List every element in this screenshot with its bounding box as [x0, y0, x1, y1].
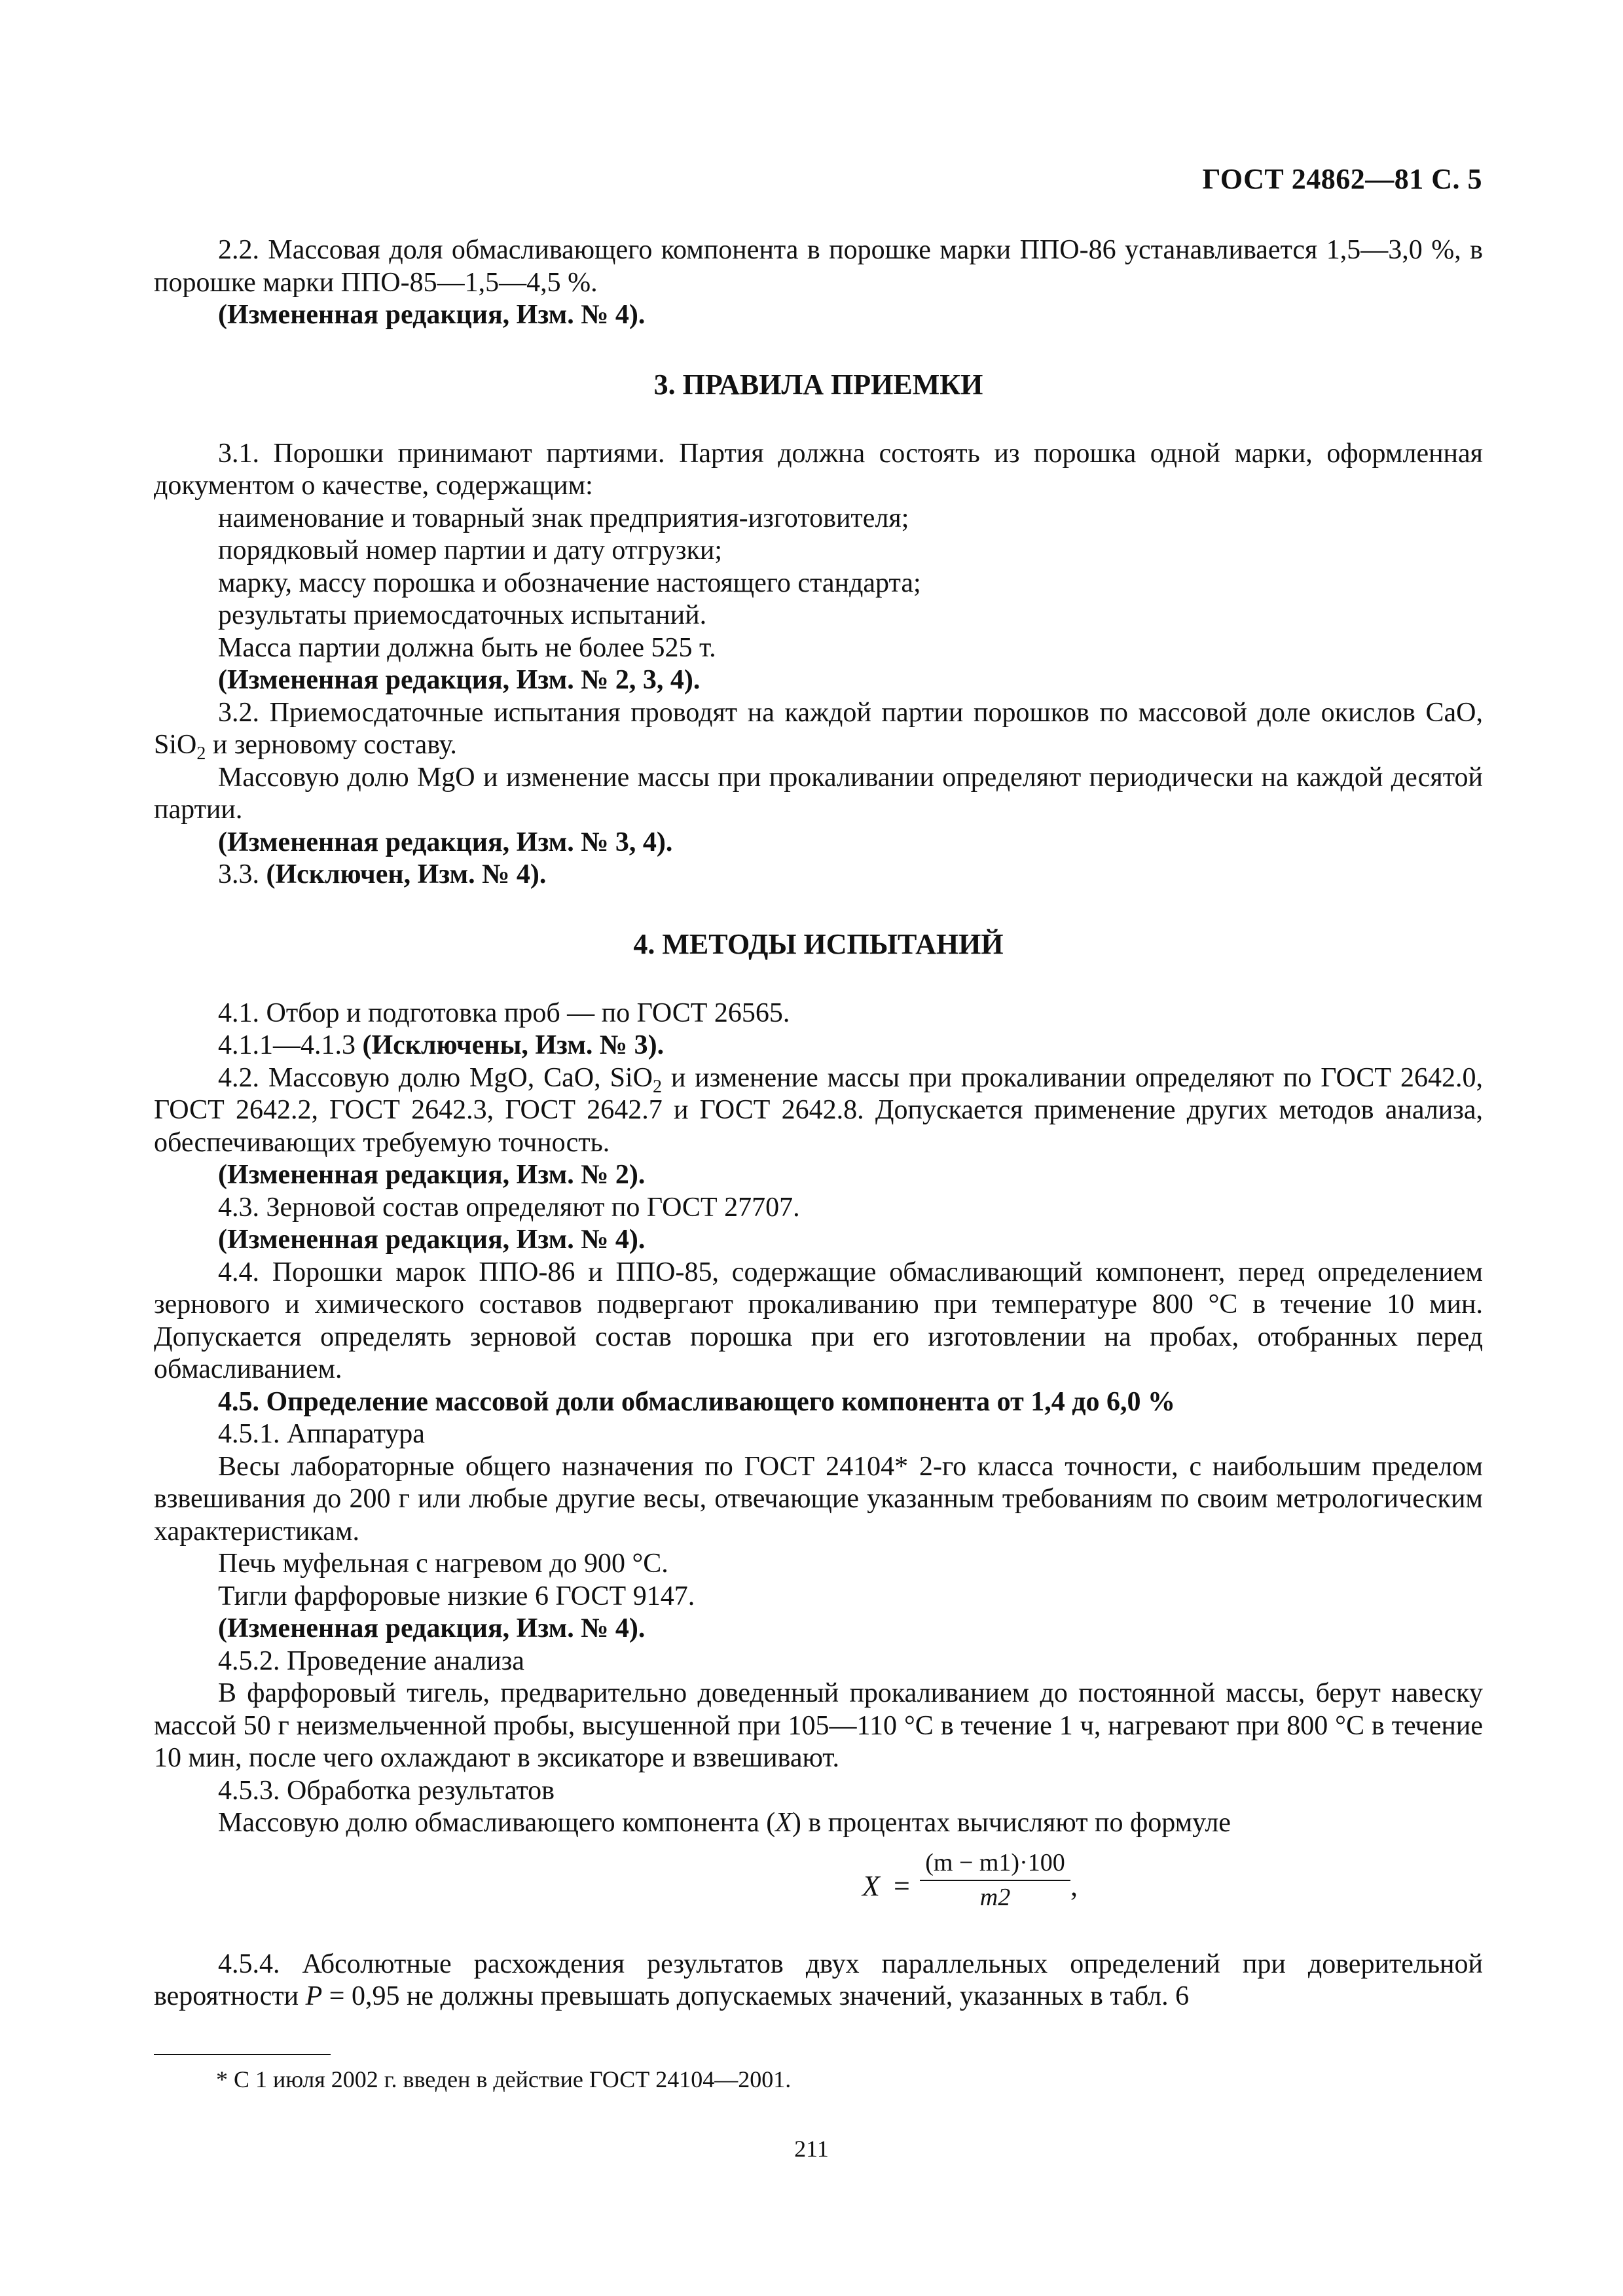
amendment-note: (Измененная редакция, Изм. № 4). — [218, 1225, 646, 1255]
clause-4-5-2: 4.5.2. Проведение анализа — [218, 1645, 524, 1676]
list-item: порядковый номер партии и дату отгрузки; — [218, 535, 723, 565]
amendment-note: (Измененная редакция, Изм. № 2). — [218, 1160, 646, 1190]
furnace-text: Печь муфельная с нагревом до 900 °С. — [218, 1549, 668, 1579]
list-item: результаты приемосдаточных испытаний. — [218, 600, 707, 630]
lot-mass-text: Масса партии должна быть не более 525 т. — [218, 632, 716, 663]
formula-fraction — [920, 1848, 1070, 1914]
footnote-divider — [154, 2054, 331, 2055]
crucibles-text: Тигли фарфоровые низкие 6 ГОСТ 9147. — [218, 1581, 695, 1611]
amendment-note: (Измененная редакция, Изм. № 2, 3, 4). — [218, 665, 701, 695]
section-3-heading: 3. ПРАВИЛА ПРИЕМКИ — [653, 368, 983, 401]
page-number: 211 — [794, 2136, 829, 2162]
formula-numerator: (m − m1)·100 — [920, 1848, 1070, 1881]
clause-4-4: 4.4. Порошки марок ППО-86 и ППО-85, содержащие обмасливающий компонент, перед определением зернового и химического составов подвергают прокаливанию при температуре 800 °С в течение 10 мин. Допускается определять зерновой состав порошка при его изготовлении на пробах, отобранных перед обмасливанием. — [154, 1257, 1483, 1384]
formula-comma: , — [1070, 1869, 1078, 1902]
formula — [154, 1844, 1483, 1942]
section-4-heading: 4. МЕТОДЫ ИСПЫТАНИЙ — [633, 927, 1004, 960]
formula-denominator: m2 — [979, 1883, 1011, 1911]
clause-4-5-3: 4.5.3. Обработка результатов — [218, 1775, 555, 1806]
clause-2-2: 2.2. Массовая доля обмасливающего компонента в порошке марки ППО-86 устанавливается 1,5—3,0 %, в порошке марки ППО-85—1,5—4,5 %. — [154, 235, 1483, 298]
scales-text: Весы лабораторные общего назначения по ГОСТ 24104* 2-го класса точности, с наибольшим пределом взвешивания до 200 г или любые другие весы, отвечающие указанным требованиям по своим метрологическим характеристикам. — [154, 1451, 1483, 1547]
clause-3-2-periodic: Массовую долю MgO и изменение массы при прокаливании определяют периодически на каждой десятой партии. — [154, 762, 1483, 825]
document-body — [154, 234, 1483, 2013]
clause-3-1: 3.1. Порошки принимают партиями. Партия должна состоять из порошка одной марки, оформленная документом о качестве, содержащим: — [154, 438, 1483, 501]
clause-4-2: 4.2. Массовую долю MgO, CaO, SiO$_2$ и изменение массы при прокаливании определяют по ГОСТ 2642.0, ГОСТ 2642.2, ГОСТ 2642.3, ГОСТ 2642.7 и ГОСТ 2642.8. Допускается применение других методов анализа, обеспечивающих требуемую точность. — [154, 1062, 1483, 1158]
running-header: ГОСТ 24862—81 С. 5 — [1202, 163, 1482, 195]
clause-4-1: 4.1. Отбор и подготовка проб — по ГОСТ 26565. — [218, 997, 790, 1028]
formula-intro-text: Массовую долю обмасливающего компонента (X) в процентах вычисляют по формуле — [218, 1808, 1231, 1838]
clause-4-3: 4.3. Зерновой состав определяют по ГОСТ 27707. — [218, 1192, 800, 1223]
analysis-procedure-text: В фарфоровый тигель, предварительно доведенный прокаливанием до постоянной массы, берут навеску массой 50 г неизмельченной пробы, высушенной при 105—110 °С в течение 1 ч, нагревают при 800 °С в течение 10 мин, после чего охлаждают в эксикаторе и взвешивают. — [154, 1678, 1483, 1773]
clause-4-5-1: 4.5.1. Аппаратура — [218, 1419, 425, 1449]
footnote: * С 1 июля 2002 г. введен в действие ГОСТ 24104—2001. — [216, 2066, 792, 2092]
clause-4-5-heading: 4.5. Определение массовой доли обмасливающего компонента от 1,4 до 6,0 % — [218, 1386, 1176, 1417]
formula-equals: = — [894, 1869, 910, 1902]
list-item: наименование и товарный знак предприятия-изготовителя; — [218, 503, 909, 533]
amendment-note: (Измененная редакция, Изм. № 3, 4). — [218, 827, 673, 857]
clause-4-5-4: 4.5.4. Абсолютные расхождения результатов двух параллельных определений при доверительной вероятности P = 0,95 не должны превышать допускаемых значений, указанных в табл. 6 — [154, 1948, 1483, 2011]
clause-3-2: 3.2. Приемосдаточные испытания проводят на каждой партии порошков по массовой доле окислов CaO, SiO$_2$ и зерновому составу. — [154, 697, 1483, 764]
clause-4-1-1: 4.1.1—4.1.3 (Исключены, Изм. № 3). — [218, 1030, 665, 1060]
clause-3-3: 3.3. (Исключен, Изм. № 4). — [218, 859, 547, 889]
formula-lhs: X — [862, 1869, 880, 1902]
amendment-note: (Измененная редакция, Изм. № 4). — [218, 1613, 646, 1643]
amendment-note: (Измененная редакция, Изм. № 4). — [218, 300, 646, 330]
list-item: марку, массу порошка и обозначение настоящего стандарта; — [218, 567, 921, 598]
